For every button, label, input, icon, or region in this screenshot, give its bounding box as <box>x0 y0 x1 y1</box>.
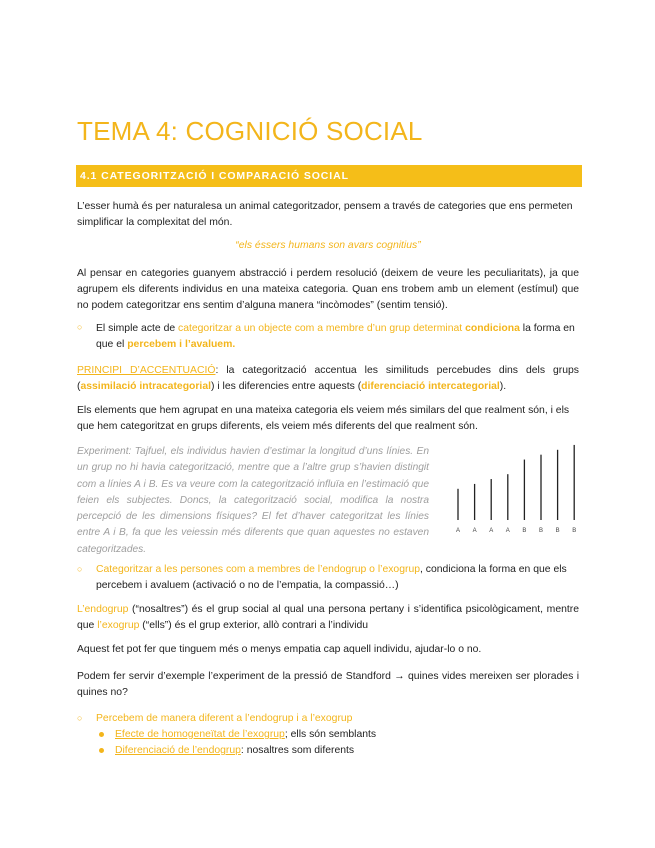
highlight-text: condiciona <box>465 323 520 334</box>
empathy-paragraph: Aquest fet pot fer que tinguem més o menys empatia cap aquell individu, ajudar-lo o no. <box>77 644 482 655</box>
intro-paragraph: L’esser humà és per naturalesa un animal categoritzador, pensem a través de categories que ens permeten simplificar la complexitat del món. <box>77 201 573 228</box>
bullet-marker: ○ <box>77 564 83 574</box>
paragraph-text: ) i les diferencies entre aquests ( <box>211 381 362 392</box>
page-title: TEMA 4: COGNICIÓ SOCIAL <box>77 116 423 146</box>
paragraph-text: (“nosaltres”) és el grup social al qual una persona pertany i s’identifica psicològicament, mentre que <box>77 604 579 631</box>
subbullet-text: : nosaltres som diferents <box>240 745 355 756</box>
similarity-paragraph: Els elements que hem agrupat en una mateixa categoria els veiem més similars del que realment són, i els que hem categoritzat en grups diferents, els veiem més diferents del que realment són. <box>77 405 570 432</box>
line-label-3: A <box>489 528 494 534</box>
line-length-chart <box>448 440 583 540</box>
standford-paragraph: Podem fer servir d’exemple l’experiment de la pressió de Standford → quines vides mereixen ser plorades i quines no? <box>77 671 579 698</box>
endogroup-paragraph <box>77 602 579 634</box>
paragraph-text: ). <box>499 381 507 392</box>
bullet-categorize-object <box>96 321 579 353</box>
highlight-text: percebem i l’avaluem. <box>127 339 236 350</box>
subbullet-differentiation <box>115 743 575 759</box>
bullet-dot <box>99 732 104 737</box>
paragraph-text: : la categorització accentua les similituds percebudes dins dels grups ( <box>77 365 580 392</box>
bullet-dot <box>99 748 104 753</box>
line-label-2: A <box>472 528 477 534</box>
bullet-categorize-people <box>96 562 579 594</box>
line-label-8: B <box>572 528 577 534</box>
highlight-text: Diferenciació de l’endogrup <box>115 745 241 756</box>
bullet-perceive-differently: Percebem de manera diferent a l’endogrup i a l’exogrup <box>96 713 353 724</box>
highlight-text: diferenciació intercategorial <box>361 381 500 392</box>
line-label-7: B <box>555 528 560 534</box>
highlight-text: Efecte de homogeneïtat de l’exogrup <box>115 729 285 740</box>
bullet-text: El simple acte de <box>96 323 179 334</box>
line-label-1: A <box>455 528 461 534</box>
experiment-text: Experiment: Tajfuel, els individus havien d’estimar la longitud d’uns línies. En un grup no hi havia categorització, mentre que a l’altre grup s’havien distingit com a línies A i B. Es va veure com la categorització influïa en l’estimació que feien els subjectes. Doncs, la categorització social, modifica la nostra percepció de les dimensions físiques? El fet d’haver categoritzat les línies entre A i B, fa que les veiessin més diferents que quan aquestes no estaven categoritzades. <box>77 446 429 555</box>
highlight-text: L’endogrup <box>77 604 129 615</box>
highlight-text: Categoritzar a les persones com a membres de l’endogrup o l’exogrup <box>96 564 421 575</box>
bullet-text: , condiciona la forma en que els percebem i avaluem (activació o no de l’empatia, la compassió…) <box>96 564 567 591</box>
accentuation-principle-paragraph <box>77 363 579 395</box>
subbullet-text: ; ells són semblants <box>284 729 377 740</box>
line-label-6: B <box>538 528 544 534</box>
line-label-4: A <box>505 528 510 534</box>
categories-paragraph: Al pensar en categories guanyem abstracció i perdem resolució (deixem de veure les peculiaritats), ja que agrupem els diferents individus en una mateixa categoria. Quan ens trobem amb un element (estímul) que no podem categoritzar ens sentim d’alguna manera “incòmodes” (sentim tensió). <box>77 268 579 311</box>
accentuation-principle-term: PRINCIPI D’ACCENTUACIÓ <box>77 365 216 376</box>
highlight-text: categoritzar a un objecte com a membre d’un grup determinat <box>178 323 466 334</box>
bullet-marker: ○ <box>77 713 83 723</box>
section-header: 4.1 CATEGORITZACIÓ I COMPARACIÓ SOCIAL <box>76 165 582 187</box>
highlight-text: l’exogrup <box>97 620 140 631</box>
line-label-5: B <box>522 528 527 534</box>
highlight-text: assimilació intracategorial <box>80 381 211 392</box>
subbullet-homogeneity <box>115 727 575 743</box>
paragraph-text: (“ells”) és el grup exterior, allò contrari a l’individu <box>139 620 369 631</box>
bullet-text: la forma en que el <box>96 323 575 350</box>
quote: “els éssers humans son avars cognitius” <box>235 240 421 251</box>
bullet-marker: ○ <box>77 322 83 332</box>
line-length-figure <box>448 440 583 540</box>
